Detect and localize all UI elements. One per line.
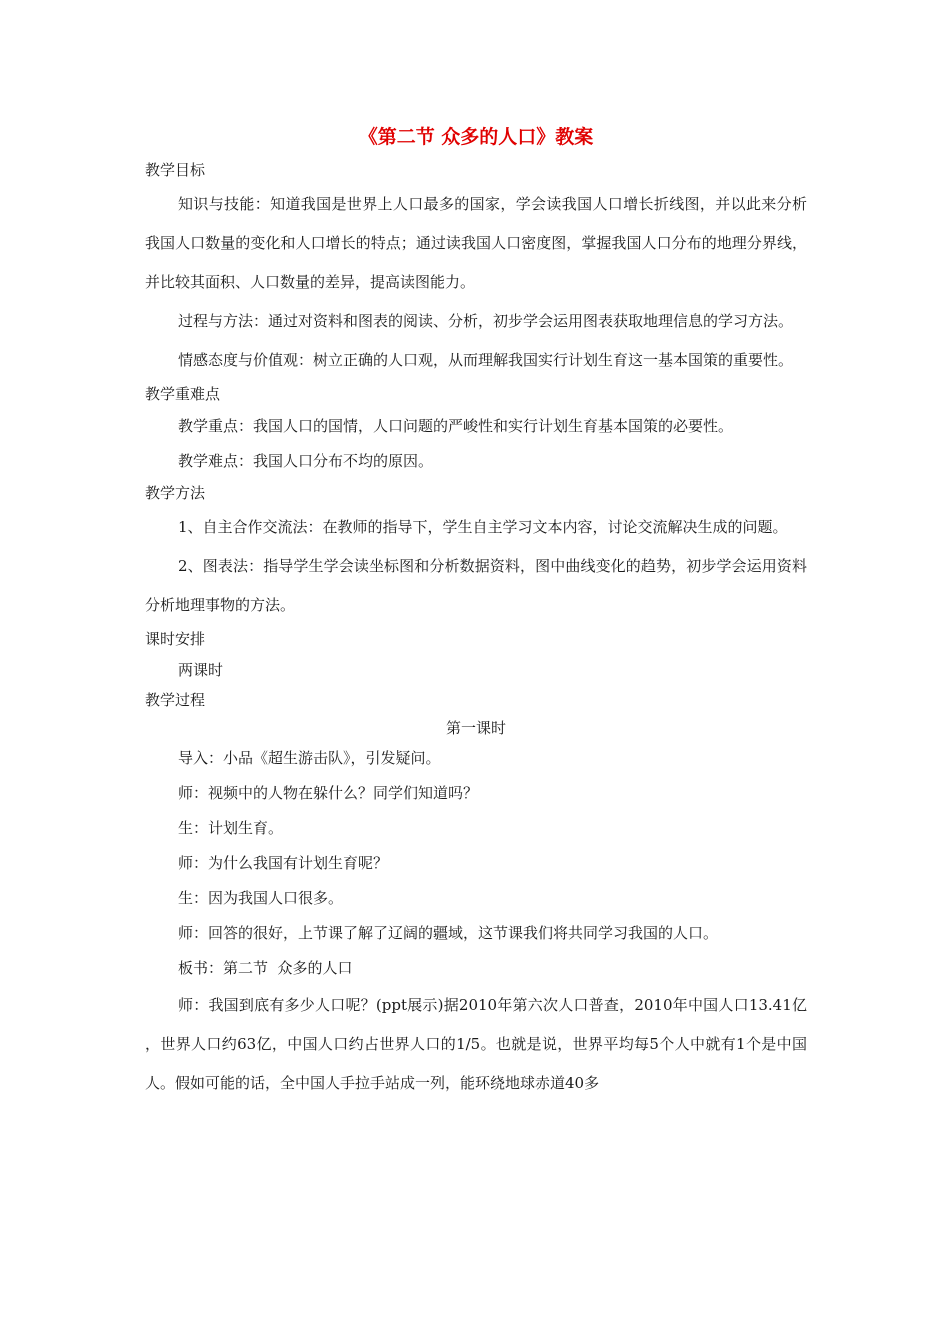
process-line: 导入：小品《超生游击队》，引发疑问。 [178,749,441,767]
process-line: 生：因为我国人口很多。 [178,889,344,907]
lesson-title: 第一课时 [445,719,506,737]
method-1: 1、自主合作交流法：在教师的指导下，学生自主学习文本内容，讨论交流解决生成的问题。 [178,518,788,536]
process-line: 板书：第二节 众多的人口 [178,959,353,977]
schedule-value: 两课时 [178,661,224,679]
goals-process: 过程与方法：通过对资料和图表的阅读、分析，初步学会运用图表获取地理信息的学习方法。 [178,312,794,330]
process-line: 师：回答的很好，上节课了解了辽阔的疆域，这节课我们将共同学习我国的人口。 [178,924,719,942]
process-line: 生：计划生育。 [178,819,284,837]
process-last-paragraph: 师：我国到底有多少人口呢？(ppt展示)据2010年第六次人口普查，2010年中国人口13.41亿 ，世界人口约63亿，中国人口约占世界人口的1/5。也就是说，世界平均每5个人中就有1个是中国人。假如可能的话，全中国人手拉手站成一列，能环绕地球赤道40多 [145,996,812,1092]
process-line: 师：为什么我国有计划生育呢？ [178,854,389,872]
process-line: 师：视频中的人物在躲什么？同学们知道吗？ [178,784,479,802]
goals-emotion: 情感态度与价值观：树立正确的人口观，从而理解我国实行计划生育这一基本国策的重要性。 [178,351,794,369]
method-2: 2、图表法：指导学生学会读坐标图和分析数据资料，图中曲线变化的趋势，初步学会运用资料分析地理事物的方法。 [145,557,807,614]
schedule-heading: 课时安排 [145,630,206,648]
goals-knowledge: 知识与技能：知道我国是世界上人口最多的国家，学会读我国人口增长折线图，并以此来分析我国人口数量的变化和人口增长的特点；通过读我国人口密度图，掌握我国人口分布的地理分界线，并比较其面积、人口数量的差异，提高读图能力。 [145,195,807,291]
methods-heading: 教学方法 [145,484,206,502]
keypoints-difficulty: 教学难点：我国人口分布不均的原因。 [178,452,434,470]
goals-heading: 教学目标 [145,161,206,179]
keypoints-focus: 教学重点：我国人口的国情，人口问题的严峻性和实行计划生育基本国策的必要性。 [178,417,734,435]
document-page [145,118,812,1103]
keypoints-heading: 教学重难点 [145,385,221,403]
document-title: 《第二节 众多的人口》教案 [358,126,594,148]
process-heading: 教学过程 [145,691,206,709]
